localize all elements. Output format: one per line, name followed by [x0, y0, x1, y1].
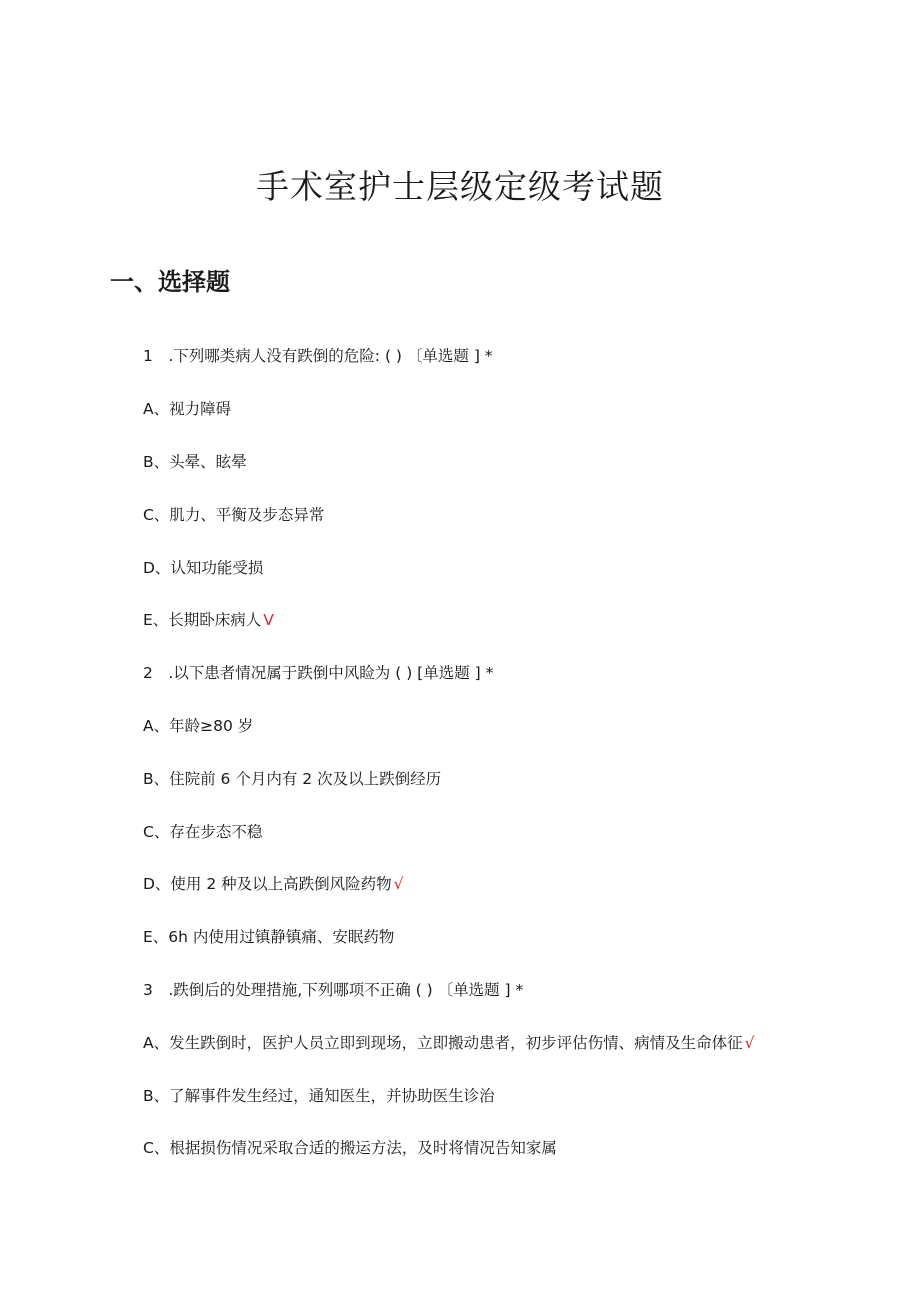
option-2b: [143, 768, 443, 790]
answer-mark: √: [744, 1034, 755, 1052]
option-2d: [143, 873, 404, 895]
line-text: A、发生跌倒时，医护人员立即到现场，立即搬动患者，初步评估伤情、病情及生命体征: [143, 1034, 743, 1052]
question-2: [143, 662, 495, 684]
line-text: A、年龄≥80 岁: [143, 717, 254, 735]
option-1b: [143, 451, 249, 473]
option-2a: [143, 715, 255, 737]
line-text: C、肌力、平衡及步态异常: [143, 506, 325, 524]
line-text: 1 .下列哪类病人没有跌倒的危险: ( ) 〔单选题 ] *: [143, 347, 493, 365]
answer-mark: V: [263, 611, 274, 629]
line-text: D、认知功能受损: [143, 559, 264, 577]
line-text: D、使用 2 种及以上高跌倒风险药物: [143, 875, 392, 893]
document-title: 手术室护士层级定级考试题: [256, 167, 664, 206]
option-1c: [143, 504, 326, 526]
line-text: C、存在步态不稳: [143, 823, 263, 841]
line-text: 3 .跌倒后的处理措施,下列哪项不正确 ( ) 〔单选题 ] *: [143, 981, 524, 999]
line-text: E、6h 内使用过镇静镇痛、安眠药物: [143, 928, 395, 946]
answer-mark: √: [393, 875, 404, 893]
line-text: B、头晕、眩晕: [143, 453, 247, 471]
question-3: [143, 979, 525, 1001]
option-3b: [143, 1085, 497, 1107]
option-3c: [143, 1137, 559, 1159]
option-1a: [143, 398, 233, 420]
section-heading: 一、选择题: [110, 268, 230, 296]
option-2c: [143, 821, 264, 843]
option-1e: [143, 609, 274, 631]
line-text: B、了解事件发生经过，通知医生，并协助医生诊治: [143, 1087, 495, 1105]
option-2e: [143, 926, 396, 948]
line-text: 2 .以下患者情况属于跌倒中风睑为 ( ) [单选题 ] *: [143, 664, 494, 682]
line-text: A、视力障碍: [143, 400, 232, 418]
line-text: C、根据损伤情况采取合适的搬运方法，及时将情况告知家属: [143, 1139, 557, 1157]
option-1d: [143, 557, 265, 579]
option-3a: [143, 1032, 755, 1054]
line-text: B、住院前 6 个月内有 2 次及以上跌倒经历: [143, 770, 442, 788]
question-1: [143, 345, 495, 367]
line-text: E、长期卧床病人: [143, 611, 262, 629]
